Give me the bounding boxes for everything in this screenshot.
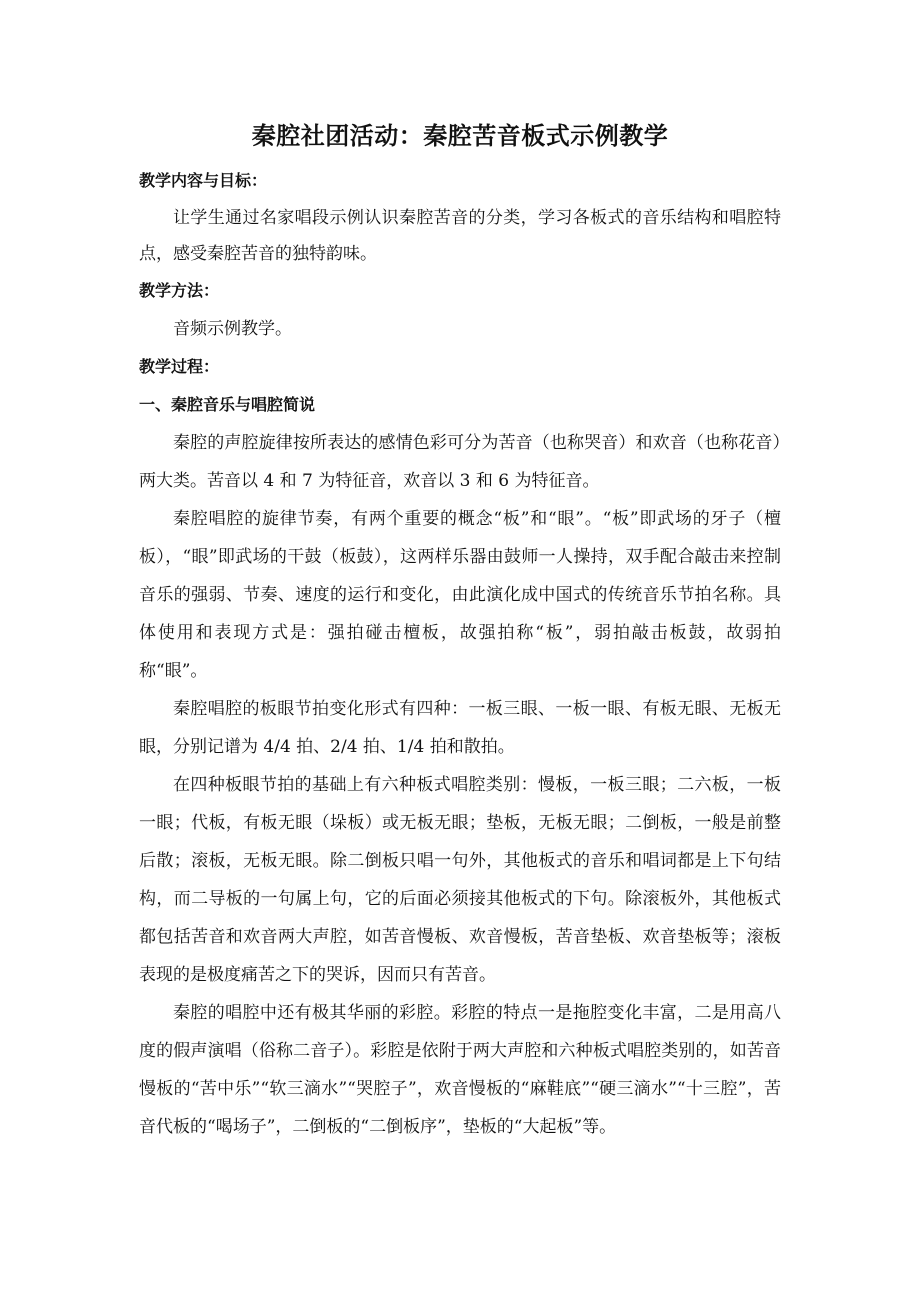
body-paragraph-4: 在四种板眼节拍的基础上有六种板式唱腔类别：慢板，一板三眼；二六板，一板一眼；代板，有板无眼（垛板）或无板无眼；垫板，无板无眼；二倒板，一般是前整后散；滚板，无板无眼。除二倒板只唱一句外，其他板式的音乐和唱词都是上下句结构，而二导板的一句属上句，它的后面必须接其他板式的下句。除滚板外，其他板式都包括苦音和欢音两大声腔，如苦音慢板、欢音慢板，苦音垫板、欢音垫板等；滚板表现的是极度痛苦之下的哭诉，因而只有苦音。 [139,775,781,985]
document-title: 秦腔社团活动：秦腔苦音板式示例教学 [251,122,669,150]
body-paragraph-3: 秦腔唱腔的板眼节拍变化形式有四种：一板三眼、一板一眼、有板无眼、无板无眼，分别记谱为 4/4 拍、2/4 拍、1/4 拍和散拍。 [139,699,781,757]
process-heading: 教学过程： [139,357,220,376]
body-paragraph-1: 秦腔的声腔旋律按所表达的感情色彩可分为苦音（也称哭音）和欢音（也称花音）两大类。苦音以 4 和 7 为特征音，欢音以 3 和 6 为特征音。 [139,433,781,491]
method-paragraph: 音频示例教学。 [173,319,292,339]
document-body [139,118,781,1146]
method-heading: 教学方法： [139,281,220,300]
body-paragraph-5: 秦腔的唱腔中还有极其华丽的彩腔。彩腔的特点一是拖腔变化丰富，二是用高八度的假声演唱（俗称二音子）。彩腔是依附于两大声腔和六种板式唱腔类别的，如苦音慢板的“苦中乐”“软三滴水”“哭腔子”，欢音慢板的“麻鞋底”“硬三滴水”“十三腔”，苦音代板的“喝场子”，二倒板的“二倒板序”，垫板的“大起板”等。 [139,1003,781,1137]
goals-heading: 教学内容与目标： [139,171,268,190]
body-paragraph-2: 秦腔唱腔的旋律节奏，有两个重要的概念“板”和“眼”。“板”即武场的牙子（檀板），“眼”即武场的干鼓（板鼓），这两样乐器由鼓师一人操持，双手配合敲击来控制音乐的强弱、节奏、速度的运行和变化，由此演化成中国式的传统音乐节拍名称。具体使用和表现方式是：强拍碰击檀板，故强拍称“板”，弱拍敲击板鼓，故弱拍称“眼”。 [139,509,781,681]
goals-paragraph: 让学生通过名家唱段示例认识秦腔苦音的分类，学习各板式的音乐结构和唱腔特点，感受秦腔苦音的独特韵味。 [139,208,781,264]
subsection-heading: 一、秦腔音乐与唱腔简说 [139,395,316,414]
